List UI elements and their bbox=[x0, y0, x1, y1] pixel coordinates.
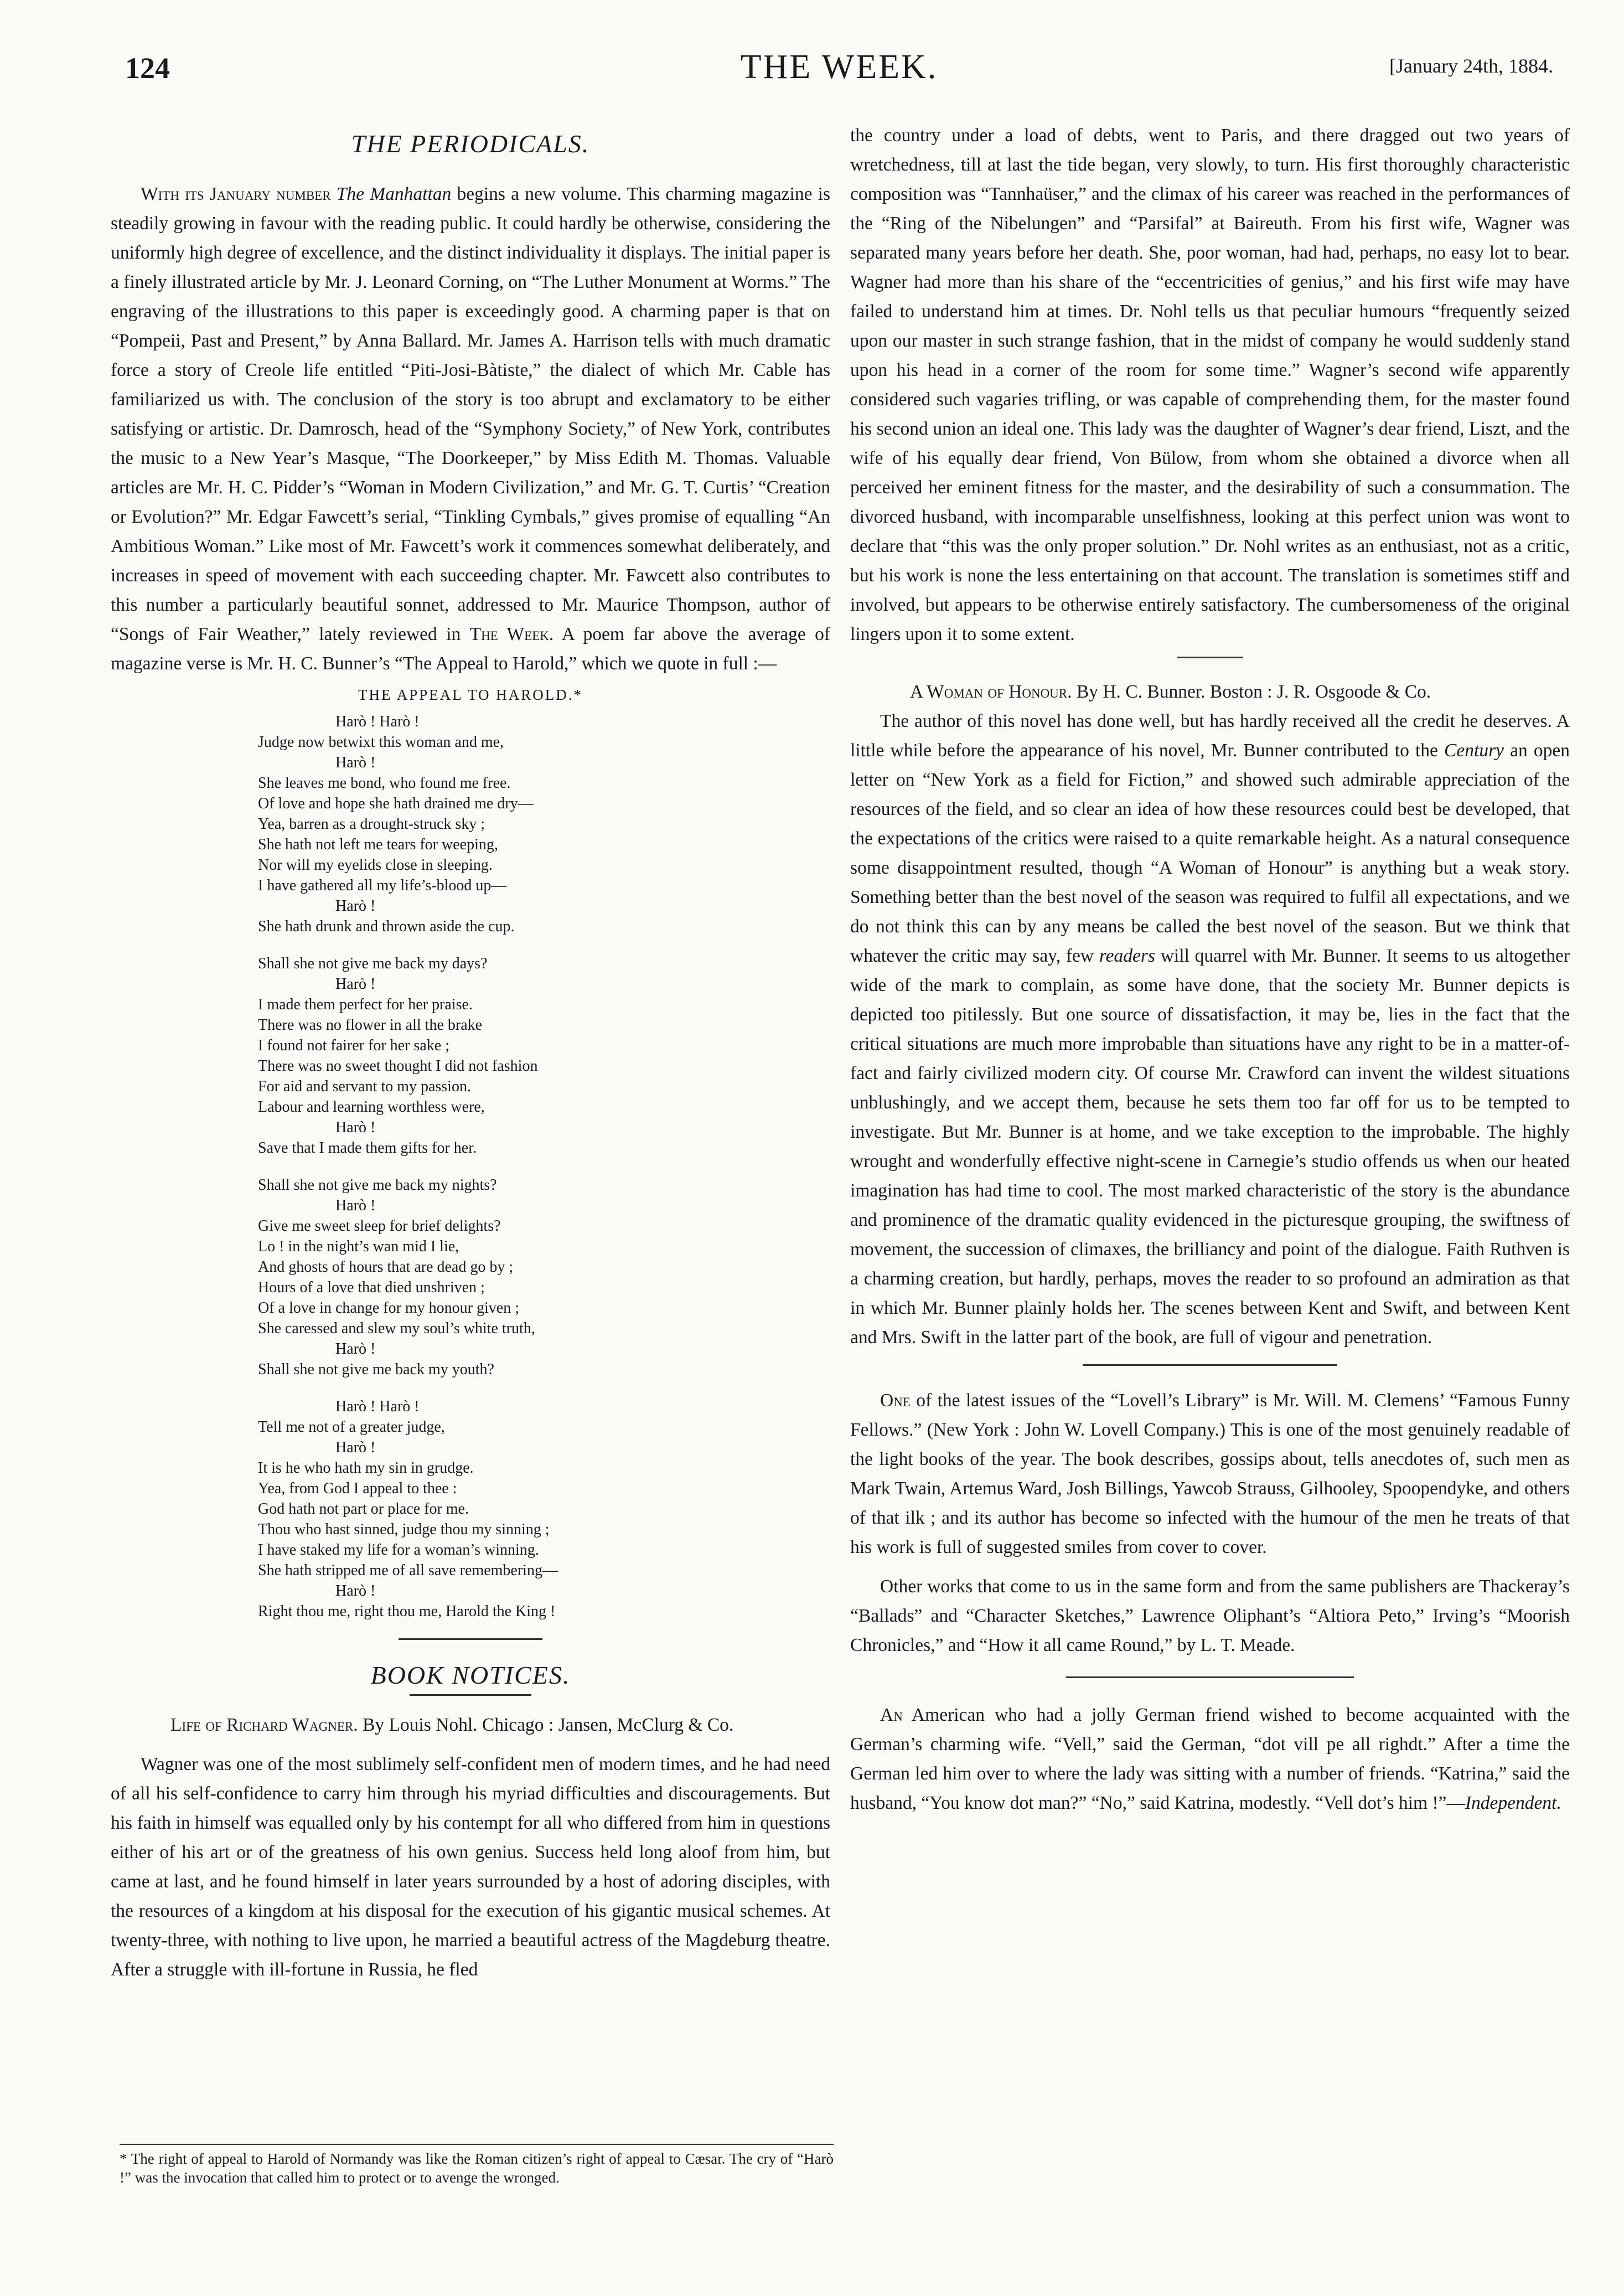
wagner-review: Wagner was one of the most sublimely self-confident men of modern times, and he had need of all his self-confidence to carry him through his myriad difficulties and discouragements. But his faith in himself was equalled only by his contempt for all who differed from him in questions either of his art or of the greatness of his own genius. Success held long aloof from him, but came at last, and he found himself in later years surrounded by a host of adoring disciples, with the resources of a kingdom at his disposal for the execution of his gigantic musical schemes. At twenty-three, with nothing to live upon, he married a beautiful actress of the Magdeburg theatre. After a struggle with ill-fortune in Russia, he fled bbox=[111, 1754, 830, 1980]
poem-stanza bbox=[258, 1396, 830, 1622]
poem-line: Shall she not give me back my youth? bbox=[258, 1361, 494, 1378]
poem-line: I have staked my life for a woman’s winning. bbox=[258, 1541, 539, 1559]
poem-line: Right thou me, right thou me, Harold the King ! bbox=[258, 1603, 556, 1620]
readers-emphasis: readers bbox=[1099, 946, 1155, 966]
poem-line: Judge now betwixt this woman and me, bbox=[258, 734, 504, 751]
poem-line: Shall she not give me back my nights? bbox=[258, 1177, 497, 1194]
poem-line: She hath not left me tears for weeping, bbox=[258, 836, 498, 853]
poem bbox=[258, 711, 830, 1622]
periodicals-intro: With its January number bbox=[141, 184, 337, 204]
poem-line: Yea, barren as a drought-struck sky ; bbox=[258, 816, 485, 833]
poem-line: I made them perfect for her praise. bbox=[258, 996, 473, 1013]
heading-underline bbox=[410, 1694, 531, 1696]
honour-book-publisher: By H. C. Bunner. Boston : J. R. Osgoode & Co. bbox=[1072, 682, 1431, 702]
poem-line: Harò ! bbox=[335, 1340, 376, 1358]
poem-title: THE APPEAL TO HAROLD.* bbox=[358, 687, 583, 703]
century-title: Century bbox=[1444, 740, 1504, 761]
long-divider bbox=[1083, 1364, 1337, 1366]
other-works-notice: Other works that come to us in the same form and from the same publishers are Thackeray’s “Ballads” and “Character Sketches,” Lawrence Oliphant’s “Altiora Peto,” Irving’s “Moorish Chronicles,” and “How it all came Round,” by L. T. Meade. bbox=[850, 1576, 1570, 1655]
poem-line: Save that I made them gifts for her. bbox=[258, 1139, 477, 1157]
short-divider bbox=[1177, 657, 1243, 658]
poem-line: She caressed and slew my soul’s white truth, bbox=[258, 1320, 535, 1337]
poem-line: Labour and learning worthless were, bbox=[258, 1098, 485, 1116]
book-notices-heading: BOOK NOTICES. bbox=[370, 1661, 571, 1689]
poem-line: I found not fairer for her sake ; bbox=[258, 1037, 449, 1054]
anecdote-divider bbox=[1066, 1676, 1354, 1678]
poem-line: Yea, from God I appeal to thee : bbox=[258, 1480, 457, 1497]
footnote: * The right of appeal to Harold of Normandy was like the Roman citizen’s right of appeal to Cæsar. The cry of “Harò !” was the invocation that called him to protect or to avenge the wronged. bbox=[120, 2144, 834, 2187]
honour-review bbox=[850, 706, 1570, 1352]
periodicals-end: . A poem far above the average of magazine verse is Mr. H. C. Bunner’s “The Appeal to Harold,” which we quote in full :— bbox=[111, 624, 830, 674]
poem-line: Of a love in change for my honour given ; bbox=[258, 1299, 519, 1317]
poem-stanza bbox=[258, 711, 830, 937]
anecdote-text: American who had a jolly German friend wished to become acquainted with the German’s charming wife. “Vell,” said the German, “dot vill pe all righdt.” After a time the German led him over to where the lady was sitting with a number of friends. “Katrina,” said the husband, “You know dot man?” “No,” said Katrina, modestly. “Vell dot’s him !”— bbox=[850, 1705, 1570, 1813]
poem-line: Lo ! in the night’s wan mid I lie, bbox=[258, 1238, 459, 1255]
poem-line: Harò ! Harò ! bbox=[335, 1398, 420, 1415]
wagner-notice-head bbox=[111, 1710, 830, 1740]
poem-line: She hath drunk and thrown aside the cup. bbox=[258, 918, 515, 935]
poem-line: Harò ! Harò ! bbox=[335, 713, 420, 730]
poem-line: Harò ! bbox=[335, 754, 376, 771]
poem-line: Harò ! bbox=[335, 1197, 376, 1214]
wagner-book-title: Life of Richard Wagner. bbox=[170, 1715, 358, 1735]
honour-text-2: an open letter on “New York as a field for Fiction,” and showed such admirable appreciation of the resources of the field, and so clear an idea of how these resources could best be developed, that the expectations of the critics were raised to a quite remarkable height. As a natural consequence some disappointment resulted, though “A Woman of Honour” is anything but a weak story. Something better than the best novel of the season was required to fulfil all expectations, and we do not think this can by any means be called the best novel of the season. But we think that whatever the critic may say, few bbox=[850, 740, 1570, 966]
poem-line: Harò ! bbox=[335, 1582, 376, 1600]
wagner-book-publisher: By Louis Nohl. Chicago : Jansen, McClurg & Co. bbox=[358, 1715, 734, 1735]
left-column bbox=[111, 127, 830, 1984]
anecdote-source: Independent. bbox=[1465, 1793, 1561, 1813]
poem-line: Tell me not of a greater judge, bbox=[258, 1418, 445, 1436]
poem-line: Hours of a love that died unshriven ; bbox=[258, 1279, 485, 1296]
poem-line: Shall she not give me back my days? bbox=[258, 955, 488, 972]
poem-line: There was no sweet thought I did not fashion bbox=[258, 1057, 538, 1075]
poem-line: Thou who hast sinned, judge thou my sinning ; bbox=[258, 1521, 550, 1538]
the-week-ref: The Week bbox=[469, 624, 549, 644]
periodicals-heading: THE PERIODICALS. bbox=[351, 130, 590, 158]
periodicals-body: begins a new volume. This charming magazine is steadily growing in favour with the reading public. It could hardly be otherwise, considering the uniformly high degree of excellence, and the distinct individuality it displays. The initial paper is a finely illustrated article by Mr. J. Leonard Corning, on “The Luther Monument at Worms.” The engraving of the illustrations to this paper is exceedingly good. A charming paper is that on “Pompeii, Past and Present,” by Anna Ballard. Mr. James A. Harrison tells with much dramatic force a story of Creole life entitled “Piti-Josi-Bàtiste,” the dialect of which Mr. Cable has familiarized us with. The conclusion of the story is too abrupt and exclamatory to be either satisfying or artistic. Dr. Damrosch, head of the “Symphony Society,” of New York, contributes the music to a New Year’s Masque, “The Doorkeeper,” by Miss Edith M. Thomas. Valuable articles are Mr. H. C. Pidder’s “Woman in Modern Civilization,” and Mr. G. T. Curtis’ “Creation or Evolution?” Mr. Edgar Fawcett’s serial, “Tinkling Cymbals,” gives promise of equalling “An Ambitious Woman.” Like most of Mr. Fawcett’s work it commences somewhat deliberately, and increases in speed of movement with each succeeding chapter. Mr. Fawcett also contributes to this number a particularly beautiful sonnet, addressed to Mr. Maurice Thompson, author of “Songs of Fair Weather,” lately reviewed in bbox=[111, 184, 830, 644]
issue-date: [January 24th, 1884. bbox=[1389, 55, 1553, 77]
poem-line: And ghosts of hours that are dead go by ; bbox=[258, 1258, 514, 1276]
section-divider bbox=[399, 1638, 542, 1640]
anecdote bbox=[850, 1700, 1570, 1818]
wagner-review-continued: the country under a load of debts, went to Paris, and there dragged out two years of wretchedness, till at last the tide began, very slowly, to turn. His first thoroughly characteristic composition was “Tannhaüser,” and the climax of his career was reached in the performances of the “Ring of the Nibelungen” and “Parsifal” at Baireuth. From his first wife, Wagner was separated many years before her death. She, poor woman, had had, perhaps, no easy lot to bear. Wagner had more than his share of the “eccentricities of genius,” and his first wife may have failed to understand him at times. Dr. Nohl tells us that peculiar humours “frequently seized upon our master in such strange fashion, that in the midst of company he would suddenly stand upon his head in a corner of the room for some time.” Wagner’s second wife apparently considered such vagaries trifling, or was capable of comprehending them, for the master found his second union an ideal one. This lady was the daughter of Wagner’s dear friend, Liszt, and the wife of his equally dear friend, Von Bülow, from whom she obtained a divorce when all perceived her eminent fitness for the master, and the desirability of such a consummation. The divorced husband, with incomparable unselfishness, looking at this perfect union was wont to declare that “this was the only proper solution.” Dr. Nohl writes as an enthusiast, not as a critic, but his work is none the less entertaining on that account. The translation is sometimes stiff and involved, but appears to be otherwise entirely satisfactory. The cumbersomeness of the original lingers upon it to some extent. bbox=[850, 125, 1570, 644]
manhattan-title: The Manhattan bbox=[336, 184, 452, 204]
poem-line: She hath stripped me of all save remembering— bbox=[258, 1562, 558, 1579]
page-number: 124 bbox=[125, 51, 170, 85]
page-header bbox=[125, 48, 1553, 90]
honour-book-title: A Woman of Honour. bbox=[910, 682, 1072, 702]
poem-line: God hath not part or place for me. bbox=[258, 1500, 469, 1518]
lovell-notice bbox=[850, 1386, 1570, 1562]
poem-line: There was no flower in all the brake bbox=[258, 1017, 483, 1034]
poem-line: It is he who hath my sin in grudge. bbox=[258, 1459, 474, 1477]
honour-text-1: The author of this novel has done well, but has hardly received all the credit he deserves. A little while before the appearance of his novel, Mr. Bunner contributed to the bbox=[850, 711, 1570, 761]
poem-line: Of love and hope she hath drained me dry— bbox=[258, 795, 534, 812]
poem-line: Harò ! bbox=[335, 976, 376, 993]
poem-line: She leaves me bond, who found me free. bbox=[258, 775, 511, 792]
honour-notice-head bbox=[850, 677, 1570, 706]
journal-title: THE WEEK. bbox=[740, 48, 938, 86]
anecdote-lead: An bbox=[880, 1705, 903, 1725]
poem-stanza bbox=[258, 953, 830, 1158]
poem-line: Give me sweet sleep for brief delights? bbox=[258, 1217, 501, 1235]
poem-line: Nor will my eyelids close in sleeping. bbox=[258, 857, 493, 874]
poem-stanza bbox=[258, 1175, 830, 1380]
lovell-text: of the latest issues of the “Lovell’s Library” is Mr. Will. M. Clemens’ “Famous Funny Fellows.” (New York : John W. Lovell Company.) This is one of the most genuinely readable of the light books of the year. The book describes, gossips about, tells anecdotes of, such men as Mark Twain, Artemus Ward, Josh Billings, Yawcob Strauss, Gilhooley, Spoopendyke, and others of that ilk ; and its author has become so infected with the humour of the men he treats of that his work is full of suggested smiles from cover to cover. bbox=[850, 1390, 1570, 1557]
poem-line: For aid and servant to my passion. bbox=[258, 1078, 471, 1095]
honour-text-3: will quarrel with Mr. Bunner. It seems to us altogether wide of the mark to complain, as some have done, that the society Mr. Bunner depicts is depicted too pitilessly. But one source of dissatisfaction, it may be, lies in the fact that the critical situations are much more improbable than situations have any right to be in a matter-of-fact and fairly civilized modern city. Of course Mr. Crawford can invent the wildest situations unblushingly, and we accept them, because he sets them too far off for us to be tempted to investigate. But Mr. Bunner is at home, and we take exception to the improbable. The highly wrought and wonderfully effective night-scene in Carnegie’s studio offends us when our heated imagination has had time to cool. The most marked characteristic of the story is the abundance and prominence of the dramatic quality evidenced in the picturesque grouping, the swiftness of movement, the succession of climaxes, the brilliancy and point of the dialogue. Faith Ruthven is a charming creation, but hardly, perhaps, moves the reader to so profound an admiration as that in which Mr. Bunner plainly holds her. The scenes between Kent and Swift, and between Kent and Mrs. Swift in the latter part of the book, are full of vigour and penetration. bbox=[850, 946, 1570, 1348]
poem-line: Harò ! bbox=[335, 1119, 376, 1136]
periodicals-paragraph bbox=[111, 179, 830, 678]
lovell-lead: One bbox=[880, 1390, 911, 1411]
poem-line: Harò ! bbox=[335, 897, 376, 915]
right-column bbox=[850, 121, 1570, 1818]
poem-line: I have gathered all my life’s-blood up— bbox=[258, 877, 507, 894]
poem-line: Harò ! bbox=[335, 1439, 376, 1456]
